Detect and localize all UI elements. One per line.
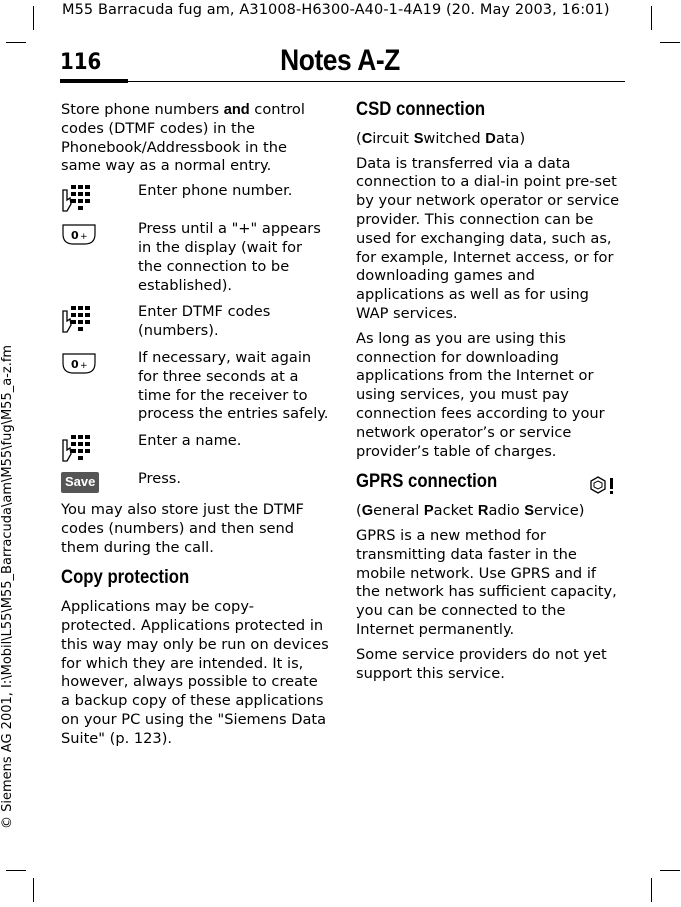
right-column [356,101,624,689]
zero-key-icon [61,351,97,375]
network-dependent-icon [588,475,618,497]
keypad-icon [61,184,93,212]
svg-text:+: + [80,232,88,243]
step-item [61,349,329,424]
crop-mark [33,878,34,902]
gprs-support-paragraph: Some service providers do not yet support this service. [356,645,607,682]
gprs-heading: GPRS connection [356,471,498,493]
header-rule [128,81,625,82]
crop-mark [651,878,652,902]
page-number: 116 [60,50,102,75]
csd-heading: CSD connection [356,99,486,120]
gprs-paragraph: GPRS is a new method for transmitting data faster in the mobile network. Use GPRS and if the network has sufficient capacity, you can be connected to the Internet permanently. [356,526,617,638]
gprs-heading-row [356,473,624,492]
csd-paragraph: Data is transferred via a data connection to a dial-in point pre-set by your network operator or service provider. This connection can be used for exchanging data, such as, for example, Internet access, or for downloading games and applications as well as for using WAP services. [356,154,620,322]
crop-mark [6,870,26,871]
keypad-icon [61,305,93,333]
intro-paragraph: Store phone numbers and control codes (DTMF codes) in the Phonebook/Addressbook in the same way as a normal entry. [61,101,305,175]
page-title: Notes A-Z [280,44,400,77]
svg-text:0: 0 [71,357,79,371]
step-item [61,303,329,341]
step-list [61,182,329,493]
gprs-expansion: (General Packet Radio Service) [356,502,585,520]
step-text: Press until a "+" appears in the display (wait for the connection to be established). [138,220,321,294]
left-column [61,101,329,755]
dtmf-note: You may also store just the DTMF codes (numbers) and then send them during the call. [61,500,304,556]
crop-mark [6,42,26,43]
step-text: Enter DTMF codes (numbers). [138,303,271,340]
crop-mark [651,6,652,30]
step-item [61,220,329,295]
step-text: Press. [138,470,182,488]
step-item [61,470,329,493]
step-item [61,182,329,212]
csd-expansion: (Circuit Switched Data) [356,129,526,147]
header-rule-thick [60,79,128,83]
copyright-sidebar: © Siemens AG 2001, I:\Mobil\L55\M55_Barracuda\am\M55\fug\M55_a-z.fm [0,344,15,829]
step-item [61,432,329,462]
step-text: If necessary, wait again for three seconds at a time for the receiver to process the entries safely. [138,348,329,423]
step-text: Enter a name. [138,432,242,450]
zero-key-icon [61,222,97,246]
keypad-icon [61,434,93,462]
crop-mark [660,870,680,871]
svg-text:0: 0 [71,229,79,243]
file-info-header: M55 Barracuda fug am, A31008-H6300-A40-1-4A19 (20. May 2003, 16:01) [62,2,610,18]
copy-protection-heading: Copy protection [61,567,190,589]
save-softkey-icon: Save [61,472,99,493]
step-text: Enter phone number. [138,182,293,200]
copy-protection-text: Applications may be copy-protected. Applications protected in this way may only be run on devices for which they are intended. It is, however, always possible to create a backup copy of these applications on your PC using the "Siemens Data Suite" (p. 123). [61,598,329,747]
svg-text:+: + [80,360,88,371]
csd-charges-paragraph: As long as you are using this connection for downloading applications from the Internet or using services, you must pay connection fees according to your network operator’s or service provider’s table of charges. [356,329,605,460]
crop-mark [33,6,34,30]
crop-mark [660,42,680,43]
